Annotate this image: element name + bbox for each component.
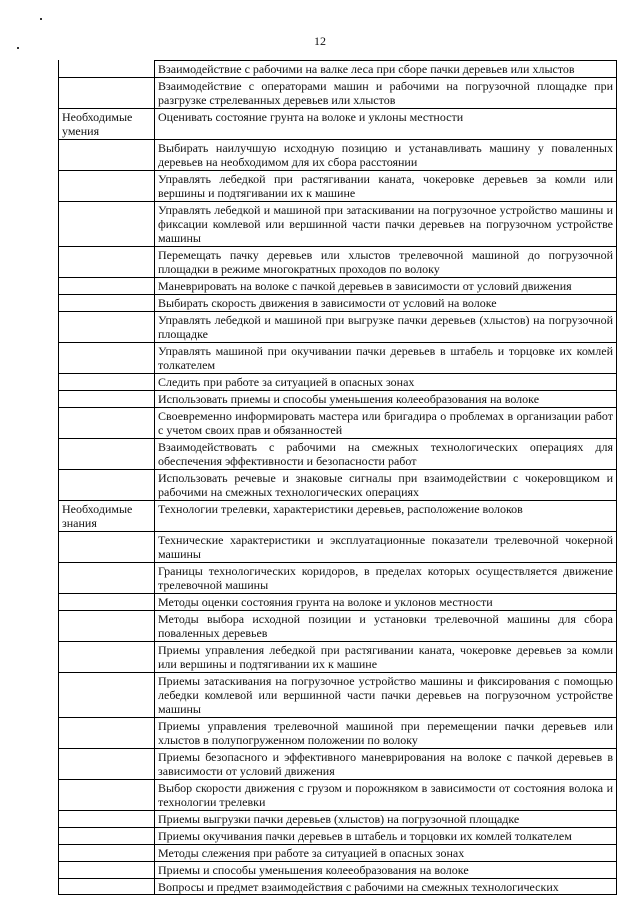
- item-text-cell: Приемы безопасного и эффективного маневрирования на волоке с пачкой деревьев в зависимости от условий движения: [155, 749, 617, 780]
- table-row: [59, 780, 617, 811]
- item-text-cell: Маневрировать на волоке с пачкой деревьев в зависимости от условий движения: [155, 278, 617, 295]
- item-text-cell: Вопросы и предмет взаимодействия с рабочими на смежных технологических: [155, 879, 617, 895]
- qualification-table: [58, 60, 617, 895]
- item-text-cell: Управлять машиной при окучивании пачки деревьев в штабель и торцовке их комлей толкателем: [155, 343, 617, 374]
- category-cell-continued: [59, 295, 155, 312]
- item-text-cell: Технические характеристики и эксплуатационные показатели трелевочной чокерной машины: [155, 532, 617, 563]
- table-row: [59, 140, 617, 171]
- category-cell-continued: [59, 391, 155, 408]
- item-text-cell: Управлять лебедкой при растягивании каната, чокеровке деревьев за комли или вершины и подтягивании их к машине: [155, 171, 617, 202]
- category-cell-continued: [59, 140, 155, 171]
- table-row: [59, 391, 617, 408]
- item-text-cell: Приемы окучивания пачки деревьев в штабель и торцовки их комлей толкателем: [155, 828, 617, 845]
- table-row: [59, 749, 617, 780]
- table-row: [59, 563, 617, 594]
- category-cell: Необходимые знания: [59, 501, 155, 532]
- table-row: [59, 811, 617, 828]
- table-row: [59, 470, 617, 501]
- category-cell-continued: [59, 811, 155, 828]
- category-cell-continued: [59, 611, 155, 642]
- table-row: [59, 171, 617, 202]
- item-text-cell: Приемы управления трелевочной машиной при перемещении пачки деревьев или хлыстов в полупогруженном положении по волоку: [155, 718, 617, 749]
- item-text-cell: Границы технологических коридоров, в пределах которых осуществляется движение трелевочной машины: [155, 563, 617, 594]
- table-row: [59, 718, 617, 749]
- category-cell-continued: [59, 594, 155, 611]
- category-cell-continued: [59, 718, 155, 749]
- item-text-cell: Использовать приемы и способы уменьшения колееобразования на волоке: [155, 391, 617, 408]
- category-cell-continued: [59, 278, 155, 295]
- category-cell-continued: [59, 61, 155, 78]
- category-cell-continued: [59, 171, 155, 202]
- category-cell-continued: [59, 202, 155, 247]
- item-text-cell: Взаимодействие с операторами машин и рабочими на погрузочной площадке при разгрузке стрелеванных деревьев или хлыстов: [155, 78, 617, 109]
- table-row: [59, 845, 617, 862]
- item-text-cell: Использовать речевые и знаковые сигналы при взаимодействии с чокеровщиком и рабочими на смежных технологических операциях: [155, 470, 617, 501]
- table-row: [59, 594, 617, 611]
- category-cell-continued: [59, 470, 155, 501]
- item-text-cell: Управлять лебедкой и машиной при выгрузке пачки деревьев (хлыстов) на погрузочной площадке: [155, 312, 617, 343]
- item-text-cell: Методы оценки состояния грунта на волоке и уклонов местности: [155, 594, 617, 611]
- item-text-cell: Следить при работе за ситуацией в опасных зонах: [155, 374, 617, 391]
- item-text-cell: Своевременно информировать мастера или бригадира о проблемах в организации работ с учетом своих прав и обязанностей: [155, 408, 617, 439]
- table-row: [59, 408, 617, 439]
- table-row: [59, 202, 617, 247]
- category-cell-continued: [59, 439, 155, 470]
- item-text-cell: Выбирать скорость движения в зависимости от условий на волоке: [155, 295, 617, 312]
- category-cell-continued: [59, 247, 155, 278]
- table-row: [59, 532, 617, 563]
- category-cell-continued: [59, 862, 155, 879]
- table-row: [59, 109, 617, 140]
- item-text-cell: Методы выбора исходной позиции и установки трелевочной машины для сбора поваленных деревьев: [155, 611, 617, 642]
- category-cell-continued: [59, 828, 155, 845]
- table-row: [59, 374, 617, 391]
- item-text-cell: Технологии трелевки, характеристики деревьев, расположение волоков: [155, 501, 617, 532]
- item-text-cell: Взаимодействовать с рабочими на смежных технологических операциях для обеспечения эффективности и безопасности работ: [155, 439, 617, 470]
- table-row: [59, 862, 617, 879]
- table-row: [59, 247, 617, 278]
- category-cell-continued: [59, 312, 155, 343]
- item-text-cell: Приемы затаскивания на погрузочное устройство машины и фиксирования с помощью лебедки комлевой или вершинной части пачки деревьев на погрузочном устройстве машины: [155, 673, 617, 718]
- category-cell-continued: [59, 673, 155, 718]
- page-number: 12: [314, 34, 326, 48]
- table-row: [59, 278, 617, 295]
- category-cell-continued: [59, 374, 155, 391]
- table-row: [59, 828, 617, 845]
- category-cell-continued: [59, 563, 155, 594]
- table-row: [59, 642, 617, 673]
- category-cell-continued: [59, 78, 155, 109]
- table-row: [59, 673, 617, 718]
- item-text-cell: Приемы управления лебедкой при растягивании каната, чокеровке деревьев за комли или вершины и подтягивании их к машине: [155, 642, 617, 673]
- item-text-cell: Выбор скорости движения с грузом и порожняком в зависимости от состояния волока и технологии трелевки: [155, 780, 617, 811]
- scan-mark: [40, 18, 42, 20]
- item-text-cell: Управлять лебедкой и машиной при затаскивании на погрузочное устройство машины и фиксации комлевой или вершинной части пачки деревьев на погрузочном устройстве машины: [155, 202, 617, 247]
- category-cell-continued: [59, 845, 155, 862]
- table-body: [59, 61, 617, 895]
- table-row: [59, 312, 617, 343]
- table-row: [59, 611, 617, 642]
- category-cell-continued: [59, 642, 155, 673]
- category-cell-continued: [59, 780, 155, 811]
- category-cell-continued: [59, 343, 155, 374]
- table-row: [59, 879, 617, 895]
- table-row: [59, 343, 617, 374]
- item-text-cell: Методы слежения при работе за ситуацией в опасных зонах: [155, 845, 617, 862]
- item-text-cell: Приемы и способы уменьшения колееобразования на волоке: [155, 862, 617, 879]
- category-cell-continued: [59, 879, 155, 895]
- table-row: [59, 295, 617, 312]
- category-cell: Необходимые умения: [59, 109, 155, 140]
- category-cell-continued: [59, 749, 155, 780]
- item-text-cell: Приемы выгрузки пачки деревьев (хлыстов) на погрузочной площадке: [155, 811, 617, 828]
- table-row: [59, 439, 617, 470]
- item-text-cell: Оценивать состояние грунта на волоке и уклоны местности: [155, 109, 617, 140]
- item-text-cell: Перемещать пачку деревьев или хлыстов трелевочной машиной до погрузочной площадки в режиме многократных проходов по волоку: [155, 247, 617, 278]
- category-cell-continued: [59, 532, 155, 563]
- table-row: [59, 78, 617, 109]
- item-text-cell: Выбирать наилучшую исходную позицию и устанавливать машину у поваленных деревьев на необходимом для их сбора расстоянии: [155, 140, 617, 171]
- table-row: [59, 501, 617, 532]
- category-cell-continued: [59, 408, 155, 439]
- table-row: [59, 61, 617, 78]
- item-text-cell: Взаимодействие с рабочими на валке леса при сборе пачки деревьев или хлыстов: [155, 61, 617, 78]
